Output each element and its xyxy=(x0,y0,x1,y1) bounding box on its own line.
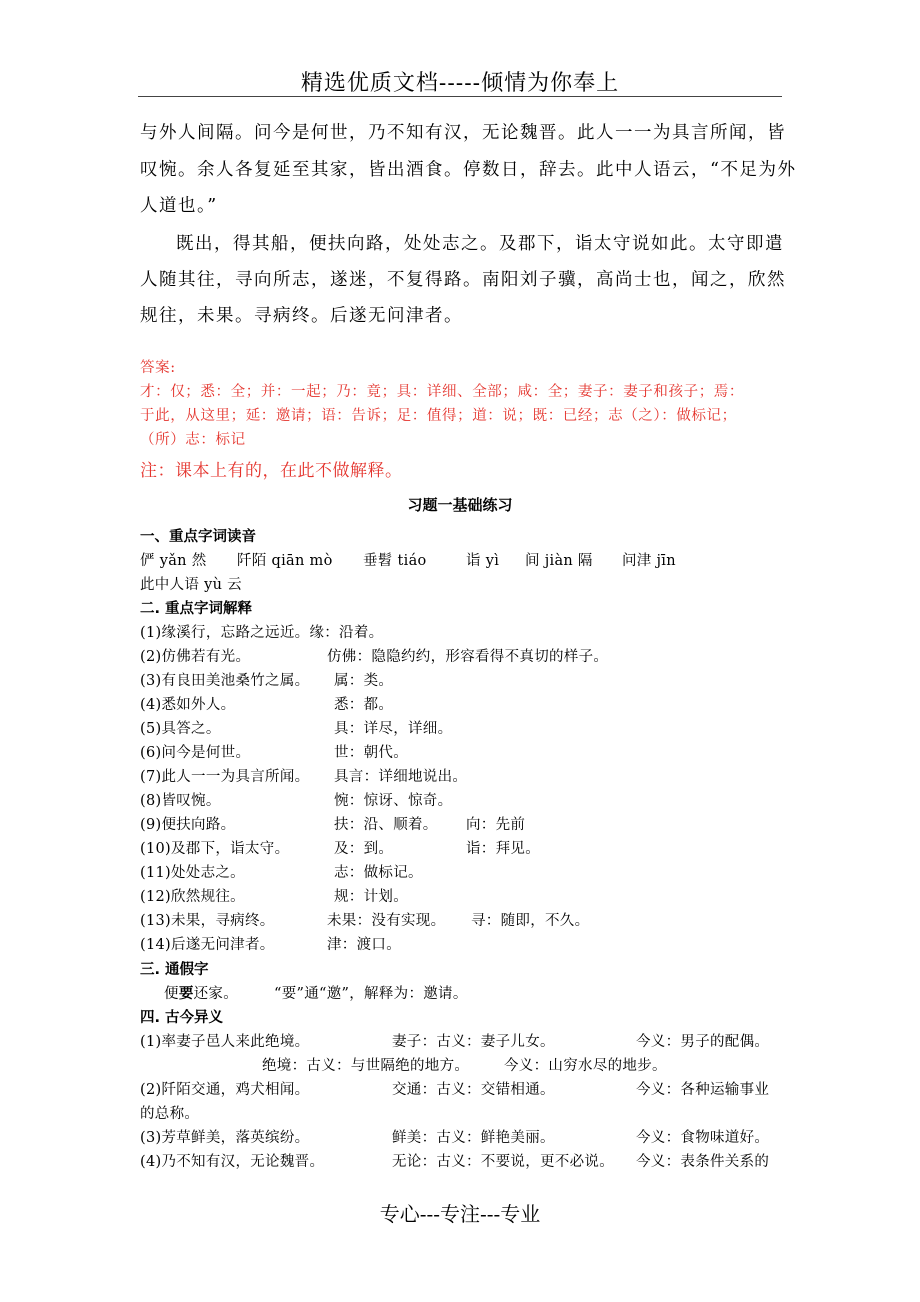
pinyin-item: 诣 yì xyxy=(466,553,500,569)
definition-sentence: (4)悉如外人。 xyxy=(140,697,236,713)
definition-meaning: 悉：都。 xyxy=(334,697,394,713)
definition-meaning: 具：详尽，详细。 xyxy=(334,721,453,737)
definition-meaning: 向：先前 xyxy=(466,817,526,833)
page-footer: 专心---专注---专业 xyxy=(379,1202,541,1226)
yiyi-ancient: 妻子：古义：妻子儿女。 xyxy=(392,1034,555,1050)
tongjia-char: 要 xyxy=(178,985,194,1002)
pinyin-item: 垂髫 tiáo xyxy=(363,553,427,569)
yiyi-ancient: 绝境：古义：与世隔绝的地方。 xyxy=(262,1058,470,1074)
definition-sentence: (2)仿佛若有光。 xyxy=(140,649,251,665)
definition-meaning: 扶：沿、顺着。 xyxy=(334,817,438,833)
passage-line: 叹惋。余人各复延至其家，皆出酒食。停数日，辞去。此中人语云，“不足为外 xyxy=(140,160,797,180)
definition-sentence: (11)处处志之。 xyxy=(140,865,245,881)
passage-line: 规往，未果。寻病终。后遂无问津者。 xyxy=(140,306,463,326)
tongjia-explanation: “要”通“邀”，解释为：邀请。 xyxy=(274,986,468,1002)
passage-line: 人道也。” xyxy=(140,196,218,216)
definition-sentence: (1)缘溪行，忘路之远近。缘：沿着。 xyxy=(140,625,384,641)
definition-meaning: 仿佛：隐隐约约，形容看得不真切的样子。 xyxy=(327,649,609,665)
section-heading-pronunciation: 一、重点字词读音 xyxy=(140,529,256,545)
yiyi-ancient: 无论：古义：不要说，更不必说。 xyxy=(392,1154,614,1170)
exercise-title: 习题一基础练习 xyxy=(407,496,513,514)
definition-sentence: (9)便扶向路。 xyxy=(140,817,236,833)
yiyi-modern: 今义：男子的配偶。 xyxy=(636,1034,770,1050)
yiyi-sentence: (4)乃不知有汉，无论魏晋。 xyxy=(140,1154,325,1170)
definition-meaning: 属：类。 xyxy=(334,673,394,689)
pinyin-item: 俨 yǎn 然 xyxy=(140,553,207,569)
definition-meaning: 规：计划。 xyxy=(334,889,408,905)
definition-sentence: (8)皆叹惋。 xyxy=(140,793,221,809)
pinyin-item: 间 jiàn 隔 xyxy=(525,553,593,569)
answer-line: 于此，从这里；延：邀请；语：告诉；足：值得；道：说；既：已经；志（之）：做标记； xyxy=(140,408,737,424)
definition-sentence: (13)未果，寻病终。 xyxy=(140,913,275,929)
definition-sentence: (10)及郡下，诣太守。 xyxy=(140,841,290,857)
tongjia-pre: 便 xyxy=(164,986,179,1002)
definition-meaning: 志：做标记。 xyxy=(334,865,423,881)
tongjia-sentence xyxy=(164,982,238,1003)
pinyin-item: 此中人语 yù 云 xyxy=(140,577,242,593)
definition-meaning: 及：到。 xyxy=(334,841,394,857)
tongjia-post: 还家。 xyxy=(193,986,239,1002)
definition-meaning: 寻：随即，不久。 xyxy=(471,913,590,929)
header-divider xyxy=(138,96,782,97)
definition-meaning: 具言：详细地说出。 xyxy=(334,769,468,785)
section-heading-ancient-modern: 四. 古今异义 xyxy=(140,1010,224,1026)
yiyi-modern: 今义：表条件关系的 xyxy=(636,1154,770,1170)
yiyi-continuation: 的总称。 xyxy=(140,1106,200,1122)
yiyi-modern: 今义：山穷水尽的地步。 xyxy=(504,1058,667,1074)
definition-meaning: 诣：拜见。 xyxy=(466,841,540,857)
page-header-title: 精选优质文档-----倾情为你奉上 xyxy=(300,71,620,96)
definition-sentence: (12)欣然规往。 xyxy=(140,889,245,905)
answer-label: 答案: xyxy=(140,360,176,376)
definition-sentence: (7)此人一一为具言所闻。 xyxy=(140,769,310,785)
yiyi-sentence: (1)率妻子邑人来此绝境。 xyxy=(140,1034,310,1050)
yiyi-sentence: (2)阡陌交通，鸡犬相闻。 xyxy=(140,1082,310,1098)
yiyi-modern: 今义：食物味道好。 xyxy=(636,1130,770,1146)
passage-line: 人随其往，寻向所志，遂迷，不复得路。南阳刘子骥，高尚士也，闻之，欣然 xyxy=(140,270,786,290)
yiyi-ancient: 鲜美：古义：鲜艳美丽。 xyxy=(392,1130,555,1146)
definition-meaning: 惋：惊讶、惊奇。 xyxy=(334,793,453,809)
yiyi-ancient: 交通：古义：交错相通。 xyxy=(392,1082,555,1098)
yiyi-modern: 今义：各种运输事业 xyxy=(636,1082,770,1098)
definition-meaning: 未果：没有实现。 xyxy=(327,913,446,929)
section-heading-definitions: 二. 重点字词解释 xyxy=(140,601,253,617)
definition-sentence: (6)问今是何世。 xyxy=(140,745,251,761)
yiyi-sentence: (3)芳草鲜美，落英缤纷。 xyxy=(140,1130,310,1146)
passage-line: 既出，得其船，便扶向路，处处志之。及郡下，诣太守说如此。太守即遣 xyxy=(176,234,784,254)
definition-sentence: (3)有良田美池桑竹之属。 xyxy=(140,673,310,689)
definition-meaning: 津：渡口。 xyxy=(327,937,401,953)
pinyin-item: 问津 jīn xyxy=(622,553,676,569)
pinyin-item: 阡陌 qiān mò xyxy=(237,553,333,569)
section-heading-interchangeable: 三. 通假字 xyxy=(140,962,209,978)
definition-meaning: 世：朝代。 xyxy=(334,745,408,761)
passage-line: 与外人间隔。问今是何世，乃不知有汉，无论魏晋。此人一一为具言所闻，皆 xyxy=(140,123,786,143)
definition-sentence: (5)具答之。 xyxy=(140,721,221,737)
answer-line: 才：仅；悉：全；并：一起；乃：竟；具：详细、全部；咸：全；妻子：妻子和孩子；焉： xyxy=(140,384,744,400)
answer-note: 注：课本上有的，在此不做解释。 xyxy=(140,461,403,481)
definition-sentence: (14)后遂无问津者。 xyxy=(140,937,275,953)
answer-line: （所）志：标记 xyxy=(140,432,246,448)
